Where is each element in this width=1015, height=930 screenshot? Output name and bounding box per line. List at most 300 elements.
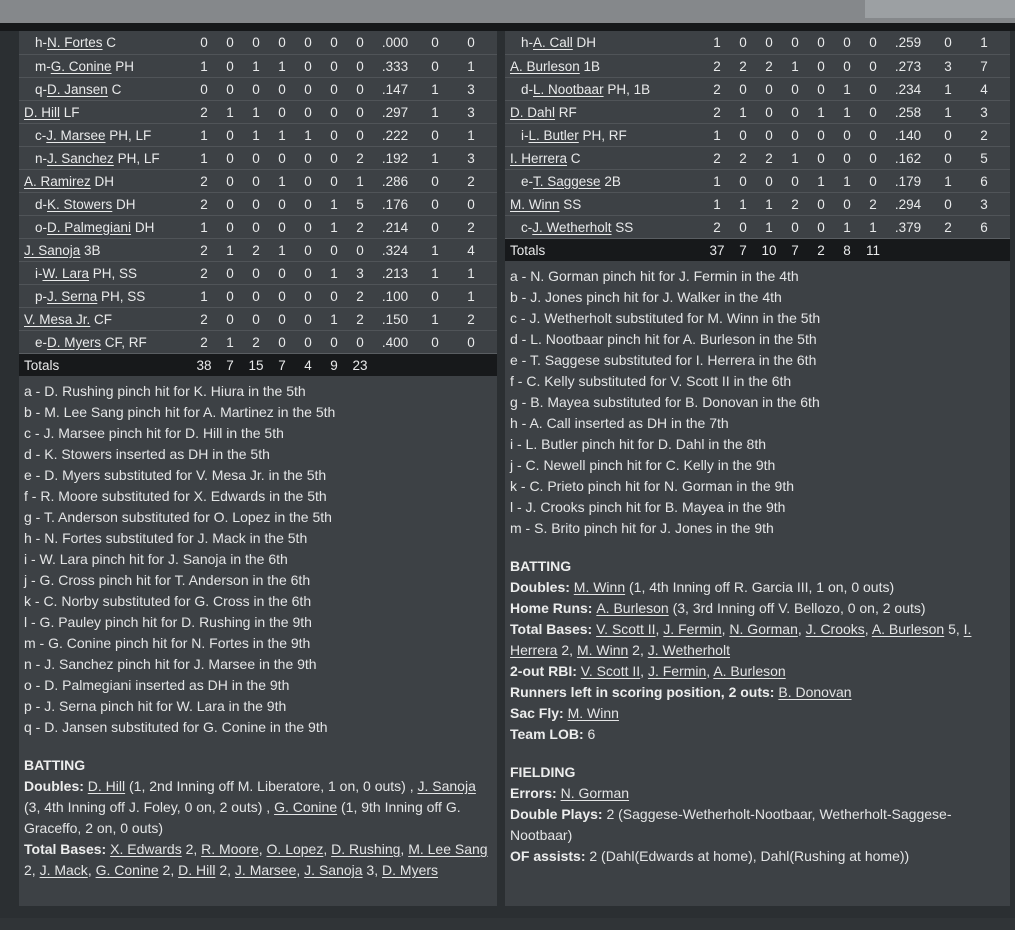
stat-section <box>510 762 1003 867</box>
player-link[interactable]: D. Myers <box>382 862 439 878</box>
player-link[interactable]: V. Scott II <box>580 663 641 679</box>
stat-cell: 0 <box>226 288 234 304</box>
batter-name <box>19 128 191 143</box>
stat-cell: 0 <box>869 81 877 97</box>
stat-cell: 1 <box>431 150 439 166</box>
stat-cell: 0 <box>252 150 260 166</box>
batter-name <box>19 151 191 166</box>
player-link[interactable]: A. Burleson <box>713 663 786 679</box>
stat-cell: 2 <box>200 242 208 258</box>
stat-cell: 0 <box>252 196 260 212</box>
player-link[interactable]: D. Hill <box>24 104 60 120</box>
stat-cell: 1 <box>431 104 439 120</box>
stat-cell: 1 <box>226 242 234 258</box>
stat-cell: 0 <box>226 173 234 189</box>
stat-text: 2, <box>181 841 202 857</box>
stat-cell: 15 <box>248 357 264 373</box>
stat-cell: 2 <box>467 219 475 235</box>
stat-cell: 1 <box>200 150 208 166</box>
stat-cell: 4 <box>467 242 475 258</box>
stat-cell: 0 <box>330 150 338 166</box>
player-link[interactable]: W. Lara <box>42 265 90 281</box>
stat-cell: 2 <box>356 219 364 235</box>
player-link[interactable]: K. Stowers <box>47 196 113 212</box>
player-link[interactable]: V. Mesa Jr. <box>24 311 91 327</box>
stat-cell: .286 <box>381 173 409 189</box>
stat-cell: 0 <box>304 311 312 327</box>
stat-cell: 0 <box>467 35 475 50</box>
stat-cell: 0 <box>278 196 286 212</box>
stat-cell: 0 <box>356 334 364 350</box>
stat-cell: 2 <box>739 58 747 74</box>
stat-cell: 1 <box>739 196 747 212</box>
batter-name <box>505 174 704 189</box>
player-link[interactable]: M. Winn <box>576 642 629 658</box>
substitution-note: l - J. Crooks pinch hit for B. Mayea in the 9th <box>510 499 786 515</box>
player-link[interactable]: J. Serna <box>47 288 98 304</box>
stat-text: (1, 2nd Inning off M. Liberatore, 1 on, 0 outs) , <box>125 778 418 794</box>
batter-name <box>19 335 191 350</box>
batter-row <box>19 192 497 215</box>
stat-cell: 1 <box>200 127 208 143</box>
player-link[interactable]: A. Ramirez <box>24 173 91 189</box>
stat-cell: 0 <box>944 127 952 143</box>
stat-cell: 0 <box>843 127 851 143</box>
position-label: C <box>567 150 581 166</box>
batter-row <box>505 146 1010 169</box>
stat-cell: .140 <box>894 127 922 143</box>
stat-label: Total Bases: <box>24 841 111 857</box>
batter-row <box>19 77 497 100</box>
home-boxscore-panel <box>505 31 1010 906</box>
player-link[interactable]: G. Conine <box>274 799 338 815</box>
player-link[interactable]: B. Donovan <box>778 684 852 700</box>
stat-line <box>510 619 1003 661</box>
substitution-note: f - R. Moore substituted for X. Edwards in the 5th <box>24 488 327 504</box>
stat-cell: 0 <box>765 81 773 97</box>
position-label: DH <box>112 196 136 212</box>
stat-cell: 2 <box>200 311 208 327</box>
batter-row <box>505 123 1010 146</box>
batter-name <box>19 289 191 304</box>
player-link[interactable]: D. Jansen <box>47 81 108 97</box>
sub-prefix: m- <box>35 58 51 74</box>
stat-cell: 1 <box>330 196 338 212</box>
stat-line <box>510 598 1003 619</box>
stat-cell: 7 <box>791 242 799 258</box>
stat-cell: 0 <box>304 265 312 281</box>
stat-cell: 3 <box>356 265 364 281</box>
substitution-note: g - T. Anderson substituted for O. Lopez in the 5th <box>24 509 332 525</box>
section-title: BATTING <box>510 558 572 574</box>
stat-cell: 1 <box>765 196 773 212</box>
sub-prefix: i- <box>35 265 43 281</box>
stat-text: , <box>797 621 806 637</box>
player-link[interactable]: M. Winn <box>510 196 560 212</box>
substitution-note: e - T. Saggese substituted for I. Herrera in the 6th <box>510 352 817 368</box>
stat-cell: 0 <box>869 173 877 189</box>
batter-row <box>19 100 497 123</box>
stat-cell: 1 <box>200 288 208 304</box>
stat-text: 2, <box>158 862 179 878</box>
stat-cell: 1 <box>713 173 721 189</box>
position-label: DH <box>572 35 597 50</box>
player-link[interactable]: J. Sanoja <box>417 778 476 794</box>
stat-cell: 1 <box>765 219 773 235</box>
stat-cell: 1 <box>330 265 338 281</box>
stat-cell: 10 <box>761 242 777 258</box>
player-link[interactable]: D. Myers <box>47 334 102 350</box>
stat-text: , <box>87 862 96 878</box>
batter-row <box>505 215 1010 238</box>
player-link[interactable]: L. Nootbaar <box>533 81 604 97</box>
stat-cell: .179 <box>894 173 922 189</box>
stat-cell: 0 <box>252 311 260 327</box>
stat-cell: 0 <box>226 311 234 327</box>
player-link[interactable]: J. Mack <box>39 862 88 878</box>
stat-cell: 0 <box>791 173 799 189</box>
stat-cell: 0 <box>843 150 851 166</box>
stat-line <box>510 783 1003 804</box>
substitution-note: k - C. Norby substituted for G. Cross in the 6th <box>24 593 312 609</box>
player-link[interactable]: N. Gorman <box>560 785 630 801</box>
totals-row <box>505 238 1010 261</box>
stat-cell: 2 <box>200 265 208 281</box>
away-boxscore-panel <box>19 31 497 906</box>
substitution-note: h - A. Call inserted as DH in the 7th <box>510 415 729 431</box>
stat-line <box>510 703 1003 724</box>
position-label: PH, SS <box>89 265 138 281</box>
stat-cell: 0 <box>304 173 312 189</box>
stat-cell: 1 <box>843 173 851 189</box>
stat-cell: 0 <box>739 127 747 143</box>
home-panel-text <box>505 261 1010 867</box>
stat-cell: 0 <box>431 219 439 235</box>
stat-cell: 2 <box>252 242 260 258</box>
stat-cell: 1 <box>944 173 952 189</box>
stat-cell: 0 <box>739 173 747 189</box>
batter-row <box>19 261 497 284</box>
stat-cell: 0 <box>817 127 825 143</box>
stat-cell: 0 <box>817 81 825 97</box>
stat-cell: .400 <box>381 334 409 350</box>
totals-row <box>19 353 497 376</box>
player-link[interactable]: J. Sanchez <box>47 150 114 166</box>
player-link[interactable]: J. Fermin <box>647 663 707 679</box>
stat-cell: 0 <box>252 81 260 97</box>
stat-cell: 7 <box>278 357 286 373</box>
stat-cell: 0 <box>252 265 260 281</box>
position-label: SS <box>611 219 634 235</box>
player-link[interactable]: D. Rushing <box>331 841 401 857</box>
bottom-strip <box>0 918 1015 930</box>
stat-cell: 1 <box>817 173 825 189</box>
stat-cell: 0 <box>304 334 312 350</box>
substitution-note: l - G. Pauley pinch hit for D. Rushing in the 9th <box>24 614 312 630</box>
position-label: CF <box>90 311 113 327</box>
stat-cell: 0 <box>944 150 952 166</box>
stat-cell: .234 <box>894 81 922 97</box>
player-link[interactable]: A. Burleson <box>596 600 669 616</box>
player-link[interactable]: M. Winn <box>573 579 626 595</box>
player-link[interactable]: J. Marsee <box>234 862 297 878</box>
stat-cell: 0 <box>356 104 364 120</box>
batter-name <box>19 174 191 189</box>
stat-cell: 0 <box>765 35 773 50</box>
player-link[interactable]: J. Fermin <box>663 621 722 637</box>
player-link[interactable]: N. Gorman <box>729 621 798 637</box>
stat-cell: 2 <box>817 242 825 258</box>
substitution-note: e - D. Myers substituted for V. Mesa Jr. in the 5th <box>24 467 327 483</box>
player-link[interactable]: I. Herrera <box>510 150 568 166</box>
stat-cell: 1 <box>467 127 475 143</box>
player-link[interactable]: T. Saggese <box>533 173 601 189</box>
stat-cell: 0 <box>431 196 439 212</box>
stat-cell: 1 <box>431 265 439 281</box>
stat-cell: 0 <box>739 219 747 235</box>
sub-prefix: q- <box>35 81 48 97</box>
substitution-note: h - N. Fortes substituted for J. Mack in the 5th <box>24 530 308 546</box>
position-label: SS <box>559 196 582 212</box>
batter-name <box>19 243 191 258</box>
stat-cell: 2 <box>200 334 208 350</box>
stat-cell: 3 <box>944 58 952 74</box>
stat-text: 2, <box>557 642 577 658</box>
away-stat-sections <box>24 755 490 881</box>
batter-row <box>19 284 497 307</box>
player-link[interactable]: G. Conine <box>50 58 112 74</box>
stat-cell: 0 <box>278 150 286 166</box>
substitution-note: m - G. Conine pinch hit for N. Fortes in the 9th <box>24 635 311 651</box>
stat-cell: 1 <box>843 219 851 235</box>
stat-section <box>510 556 1003 745</box>
stat-label: Errors: <box>510 785 561 801</box>
stat-cell: 4 <box>304 357 312 373</box>
stat-cell: 9 <box>330 357 338 373</box>
stat-text: , <box>864 621 872 637</box>
stat-cell: 0 <box>817 58 825 74</box>
stat-cell: 0 <box>330 81 338 97</box>
stat-cell: .150 <box>381 311 409 327</box>
stat-cell: 0 <box>431 288 439 304</box>
sub-prefix: c- <box>35 127 47 143</box>
stat-cell: 2 <box>200 104 208 120</box>
stat-cell: 0 <box>843 35 851 50</box>
stat-cell: 0 <box>252 219 260 235</box>
stat-cell: 0 <box>791 35 799 50</box>
stat-cell: 0 <box>791 219 799 235</box>
sub-prefix: d- <box>521 81 534 97</box>
batter-row <box>19 238 497 261</box>
stat-label: 2-out RBI: <box>510 663 581 679</box>
sub-prefix: e- <box>521 173 534 189</box>
player-link[interactable]: J. Wetherholt <box>532 219 612 235</box>
batter-name <box>505 59 704 74</box>
position-label: 1B <box>579 58 601 74</box>
position-label: DH <box>131 219 155 235</box>
player-link[interactable]: J. Sanoja <box>304 862 363 878</box>
home-batting-table <box>505 31 1010 261</box>
stat-cell: 0 <box>330 104 338 120</box>
stat-cell: .000 <box>381 35 409 50</box>
stat-label: Total Bases: <box>510 621 597 637</box>
stat-text: 3, <box>362 862 383 878</box>
batter-row <box>505 77 1010 100</box>
player-link[interactable]: N. Fortes <box>47 35 103 50</box>
stat-cell: .258 <box>894 104 922 120</box>
player-link[interactable]: D. Dahl <box>510 104 556 120</box>
player-link[interactable]: O. Lopez <box>266 841 324 857</box>
stat-cell: 1 <box>226 104 234 120</box>
stat-cell: 3 <box>467 104 475 120</box>
stat-cell: 0 <box>330 288 338 304</box>
position-label: PH, LF <box>113 150 160 166</box>
player-link[interactable]: D. Palmegiani <box>47 219 132 235</box>
player-link[interactable]: I. Herrera <box>510 621 972 658</box>
stat-text: (3, 3rd Inning off V. Bellozo, 0 on, 2 outs) <box>668 600 926 616</box>
batter-row <box>19 169 497 192</box>
player-link[interactable]: G. Conine <box>95 862 159 878</box>
home-substitution-notes <box>510 266 1003 539</box>
substitution-note: d - L. Nootbaar pinch hit for A. Burleson in the 5th <box>510 331 817 347</box>
substitution-note: c - J. Marsee pinch hit for D. Hill in the 5th <box>24 425 284 441</box>
player-link[interactable]: X. Edwards <box>110 841 182 857</box>
stat-cell: .294 <box>894 196 922 212</box>
stat-text: , <box>706 663 714 679</box>
stat-cell: 0 <box>356 35 364 50</box>
top-right-button[interactable] <box>865 0 1015 18</box>
sub-prefix: c- <box>521 219 533 235</box>
stat-text: , <box>400 841 409 857</box>
stat-cell: 1 <box>252 104 260 120</box>
stat-cell: 2 <box>713 150 721 166</box>
stat-cell: 0 <box>252 288 260 304</box>
away-substitution-notes <box>24 381 490 738</box>
player-link[interactable]: D. Hill <box>87 778 126 794</box>
position-label: PH, LF <box>105 127 152 143</box>
stat-cell: .100 <box>381 288 409 304</box>
stat-cell: .273 <box>894 58 922 74</box>
stat-cell: 2 <box>356 150 364 166</box>
position-label: C <box>102 35 117 50</box>
stat-cell: 7 <box>739 242 747 258</box>
substitution-note: a - D. Rushing pinch hit for K. Hiura in the 5th <box>24 383 306 399</box>
player-link[interactable]: A. Burleson <box>871 621 945 637</box>
stat-cell: 2 <box>765 58 773 74</box>
stat-cell: 1 <box>431 311 439 327</box>
player-link[interactable]: V. Scott II <box>596 621 656 637</box>
player-link[interactable]: A. Call <box>533 35 573 50</box>
substitution-note: f - C. Kelly substituted for V. Scott II in the 6th <box>510 373 792 389</box>
position-label: PH, RF <box>578 127 627 143</box>
stat-cell: 1 <box>467 288 475 304</box>
stat-cell: 0 <box>278 265 286 281</box>
stat-cell: 0 <box>278 288 286 304</box>
stat-cell: 0 <box>869 150 877 166</box>
stat-cell: 2 <box>713 58 721 74</box>
totals-label: Totals <box>510 242 546 258</box>
stat-cell: 5 <box>980 150 988 166</box>
position-label: PH, SS <box>97 288 146 304</box>
stat-cell: 1 <box>944 104 952 120</box>
position-label: LF <box>60 104 80 120</box>
stat-cell: .379 <box>894 219 922 235</box>
stat-cell: 0 <box>817 150 825 166</box>
stat-cell: 0 <box>252 173 260 189</box>
batter-name <box>19 197 191 212</box>
substitution-note: a - N. Gorman pinch hit for J. Fermin in the 4th <box>510 268 799 284</box>
player-link[interactable]: L. Butler <box>528 127 579 143</box>
player-link[interactable]: J. Marsee <box>46 127 106 143</box>
batter-name <box>505 128 704 143</box>
substitution-note: j - C. Newell pinch hit for C. Kelly in the 9th <box>510 457 776 473</box>
player-link[interactable]: J. Crooks <box>805 621 865 637</box>
batter-name <box>19 105 191 120</box>
substitution-note: p - J. Serna pinch hit for W. Lara in the 9th <box>24 698 287 714</box>
player-link[interactable]: J. Sanoja <box>24 242 81 258</box>
stat-cell: 1 <box>713 35 721 50</box>
stat-cell: 0 <box>869 58 877 74</box>
stat-cell: 1 <box>330 311 338 327</box>
stat-cell: 0 <box>304 219 312 235</box>
stat-cell: 2 <box>356 288 364 304</box>
stat-cell: 0 <box>467 334 475 350</box>
player-link[interactable]: J. Wetherholt <box>647 642 730 658</box>
stat-cell: 1 <box>330 219 338 235</box>
stat-label: OF assists: <box>510 848 590 864</box>
position-label: DH <box>90 173 115 189</box>
stat-cell: 0 <box>304 81 312 97</box>
stat-cell: 0 <box>226 219 234 235</box>
stat-cell: 1 <box>980 35 988 50</box>
stat-cell: 0 <box>304 35 312 50</box>
stat-label: Doubles: <box>24 778 88 794</box>
stat-cell: 0 <box>817 219 825 235</box>
stat-cell: 2 <box>713 219 721 235</box>
stat-cell: 5 <box>356 196 364 212</box>
batter-row <box>19 146 497 169</box>
stat-cell: 0 <box>304 242 312 258</box>
position-label: 3B <box>80 242 101 258</box>
player-link[interactable]: A. Burleson <box>510 58 580 74</box>
stat-text: 2 (Saggese-Wetherholt-Nootbaar, Wetherholt-Saggese-Nootbaar) <box>510 806 952 843</box>
player-link[interactable]: M. Winn <box>567 705 619 721</box>
position-label: PH <box>111 58 135 74</box>
player-link[interactable]: R. Moore <box>201 841 259 857</box>
stat-cell: 0 <box>944 196 952 212</box>
stat-cell: 1 <box>791 58 799 74</box>
player-link[interactable]: M. Lee Sang <box>408 841 488 857</box>
stat-cell: 1 <box>791 150 799 166</box>
stat-cell: 2 <box>713 104 721 120</box>
stat-text: , <box>655 621 664 637</box>
substitution-note: o - D. Palmegiani inserted as DH in the 9th <box>24 677 290 693</box>
table-header-band <box>0 23 1015 31</box>
substitution-note: b - J. Jones pinch hit for J. Walker in the 4th <box>510 289 782 305</box>
stat-cell: 0 <box>843 196 851 212</box>
stat-cell: 1 <box>278 173 286 189</box>
stat-cell: 1 <box>226 334 234 350</box>
substitution-note: g - B. Mayea substituted for B. Donovan in the 6th <box>510 394 820 410</box>
stat-label: Double Plays: <box>510 806 607 822</box>
stat-cell: 0 <box>330 173 338 189</box>
batter-row <box>505 192 1010 215</box>
stat-cell: 0 <box>843 58 851 74</box>
player-link[interactable]: D. Hill <box>178 862 216 878</box>
stat-text: , <box>296 862 305 878</box>
stat-cell: .176 <box>381 196 409 212</box>
stat-label: Team LOB: <box>510 726 588 742</box>
